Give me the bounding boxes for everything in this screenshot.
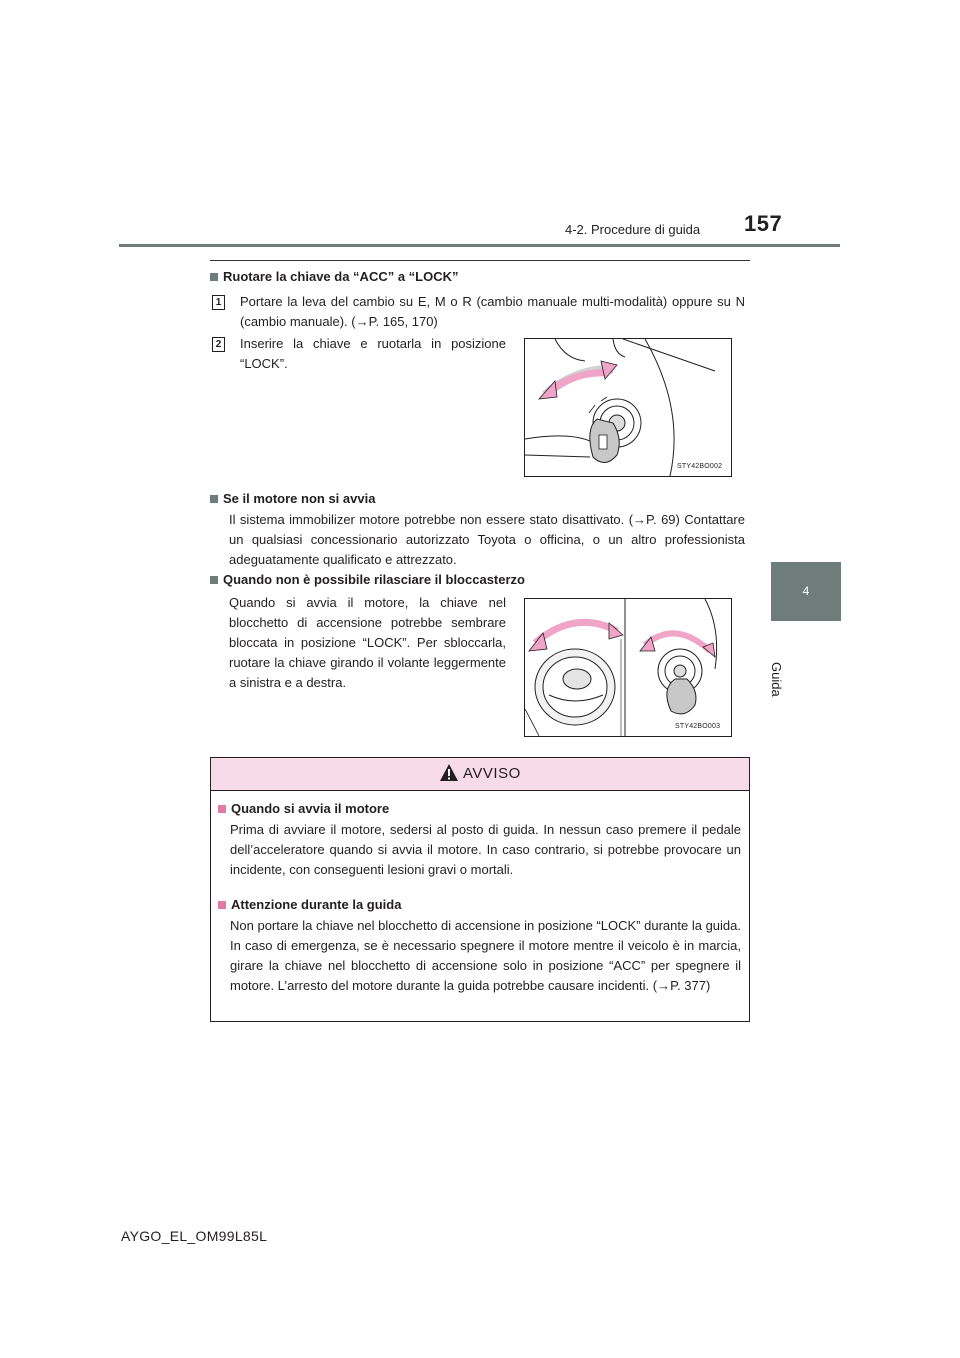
- key-ignition-illustration: [525, 339, 731, 476]
- document-code: AYGO_EL_OM99L85L: [121, 1228, 268, 1244]
- heading-engine-not-start: Se il motore non si avvia: [210, 490, 375, 508]
- figure-code: STY42BO003: [675, 723, 721, 730]
- warning-triangle-icon: [439, 763, 459, 783]
- header-rule: [119, 244, 840, 247]
- square-bullet-icon: [218, 805, 226, 813]
- steering-lock-text: Quando si avvia il motore, la chiave nel blocchetto di accensione potrebbe sembrare bloccata in posizione “LOCK”. Per sbloccarla, ruotare la chiave girando il volante leggermente a sinistra e a destra.: [229, 595, 506, 690]
- figure-code: STY42BO002: [677, 463, 723, 470]
- warning-item1-text: Prima di avviare il motore, sedersi al posto di guida. In nessun caso premere il pedale dell’acceleratore quando si avvia il motore. In caso contrario, si potrebbe provocare un incidente, con conseguenti lesioni gravi o mortali.: [230, 822, 741, 877]
- steering-wheel-illustration: [525, 599, 731, 736]
- figure-steering-wheel: [524, 598, 732, 737]
- warning-item1-heading: Quando si avvia il motore: [218, 800, 389, 818]
- chapter-number: 4: [802, 584, 810, 598]
- square-bullet-icon: [210, 273, 218, 281]
- square-bullet-icon: [218, 901, 226, 909]
- square-bullet-icon: [210, 576, 218, 584]
- warning-item2-text: Non portare la chiave nel blocchetto di accensione in posizione “LOCK” durante la guida. In caso di emergenza, se è necessario spegnere il motore mentre il veicolo è in marcia, girare la chiave nel blocchetto di accensione solo in posizione “ACC” per spegnere il motore. L’arresto del motore durante la guida potrebbe causare incidenti. (→P. 377): [230, 918, 741, 993]
- chapter-tab[interactable]: [771, 562, 841, 621]
- step-number-1: 1: [212, 295, 225, 310]
- heading-steering-lock: Quando non è possibile rilasciare il bloccasterzo: [210, 571, 525, 589]
- chapter-label: Guida: [769, 662, 784, 697]
- engine-not-start-text: Il sistema immobilizer motore potrebbe non essere stato disattivato. (→P. 69) Contattare un qualsiasi concessionario autorizzato Toyota o officina, o un altro professionista adeguatamente qualificato e attrezzato.: [229, 512, 745, 567]
- figure-key-lock: [524, 338, 732, 477]
- section-divider: [210, 260, 750, 261]
- warning-header: [211, 758, 749, 791]
- step-number-2: 2: [212, 337, 225, 352]
- square-bullet-icon: [210, 495, 218, 503]
- warning-item2-heading: Attenzione durante la guida: [218, 896, 401, 914]
- section-title: 4-2. Procedure di guida: [565, 222, 701, 237]
- step2-text: Inserire la chiave e ruotarla in posizione “LOCK”.: [240, 336, 506, 371]
- heading-turn-key: Ruotare la chiave da “ACC” a “LOCK”: [210, 268, 459, 286]
- page-number: 157: [744, 211, 783, 236]
- warning-box: [210, 757, 750, 1022]
- step1-text: Portare la leva del cambio su E, M o R (cambio manuale multi-modalità) oppure su N (cambio manuale). (→P. 165, 170): [240, 294, 745, 329]
- warning-title: AVVISO: [463, 765, 521, 782]
